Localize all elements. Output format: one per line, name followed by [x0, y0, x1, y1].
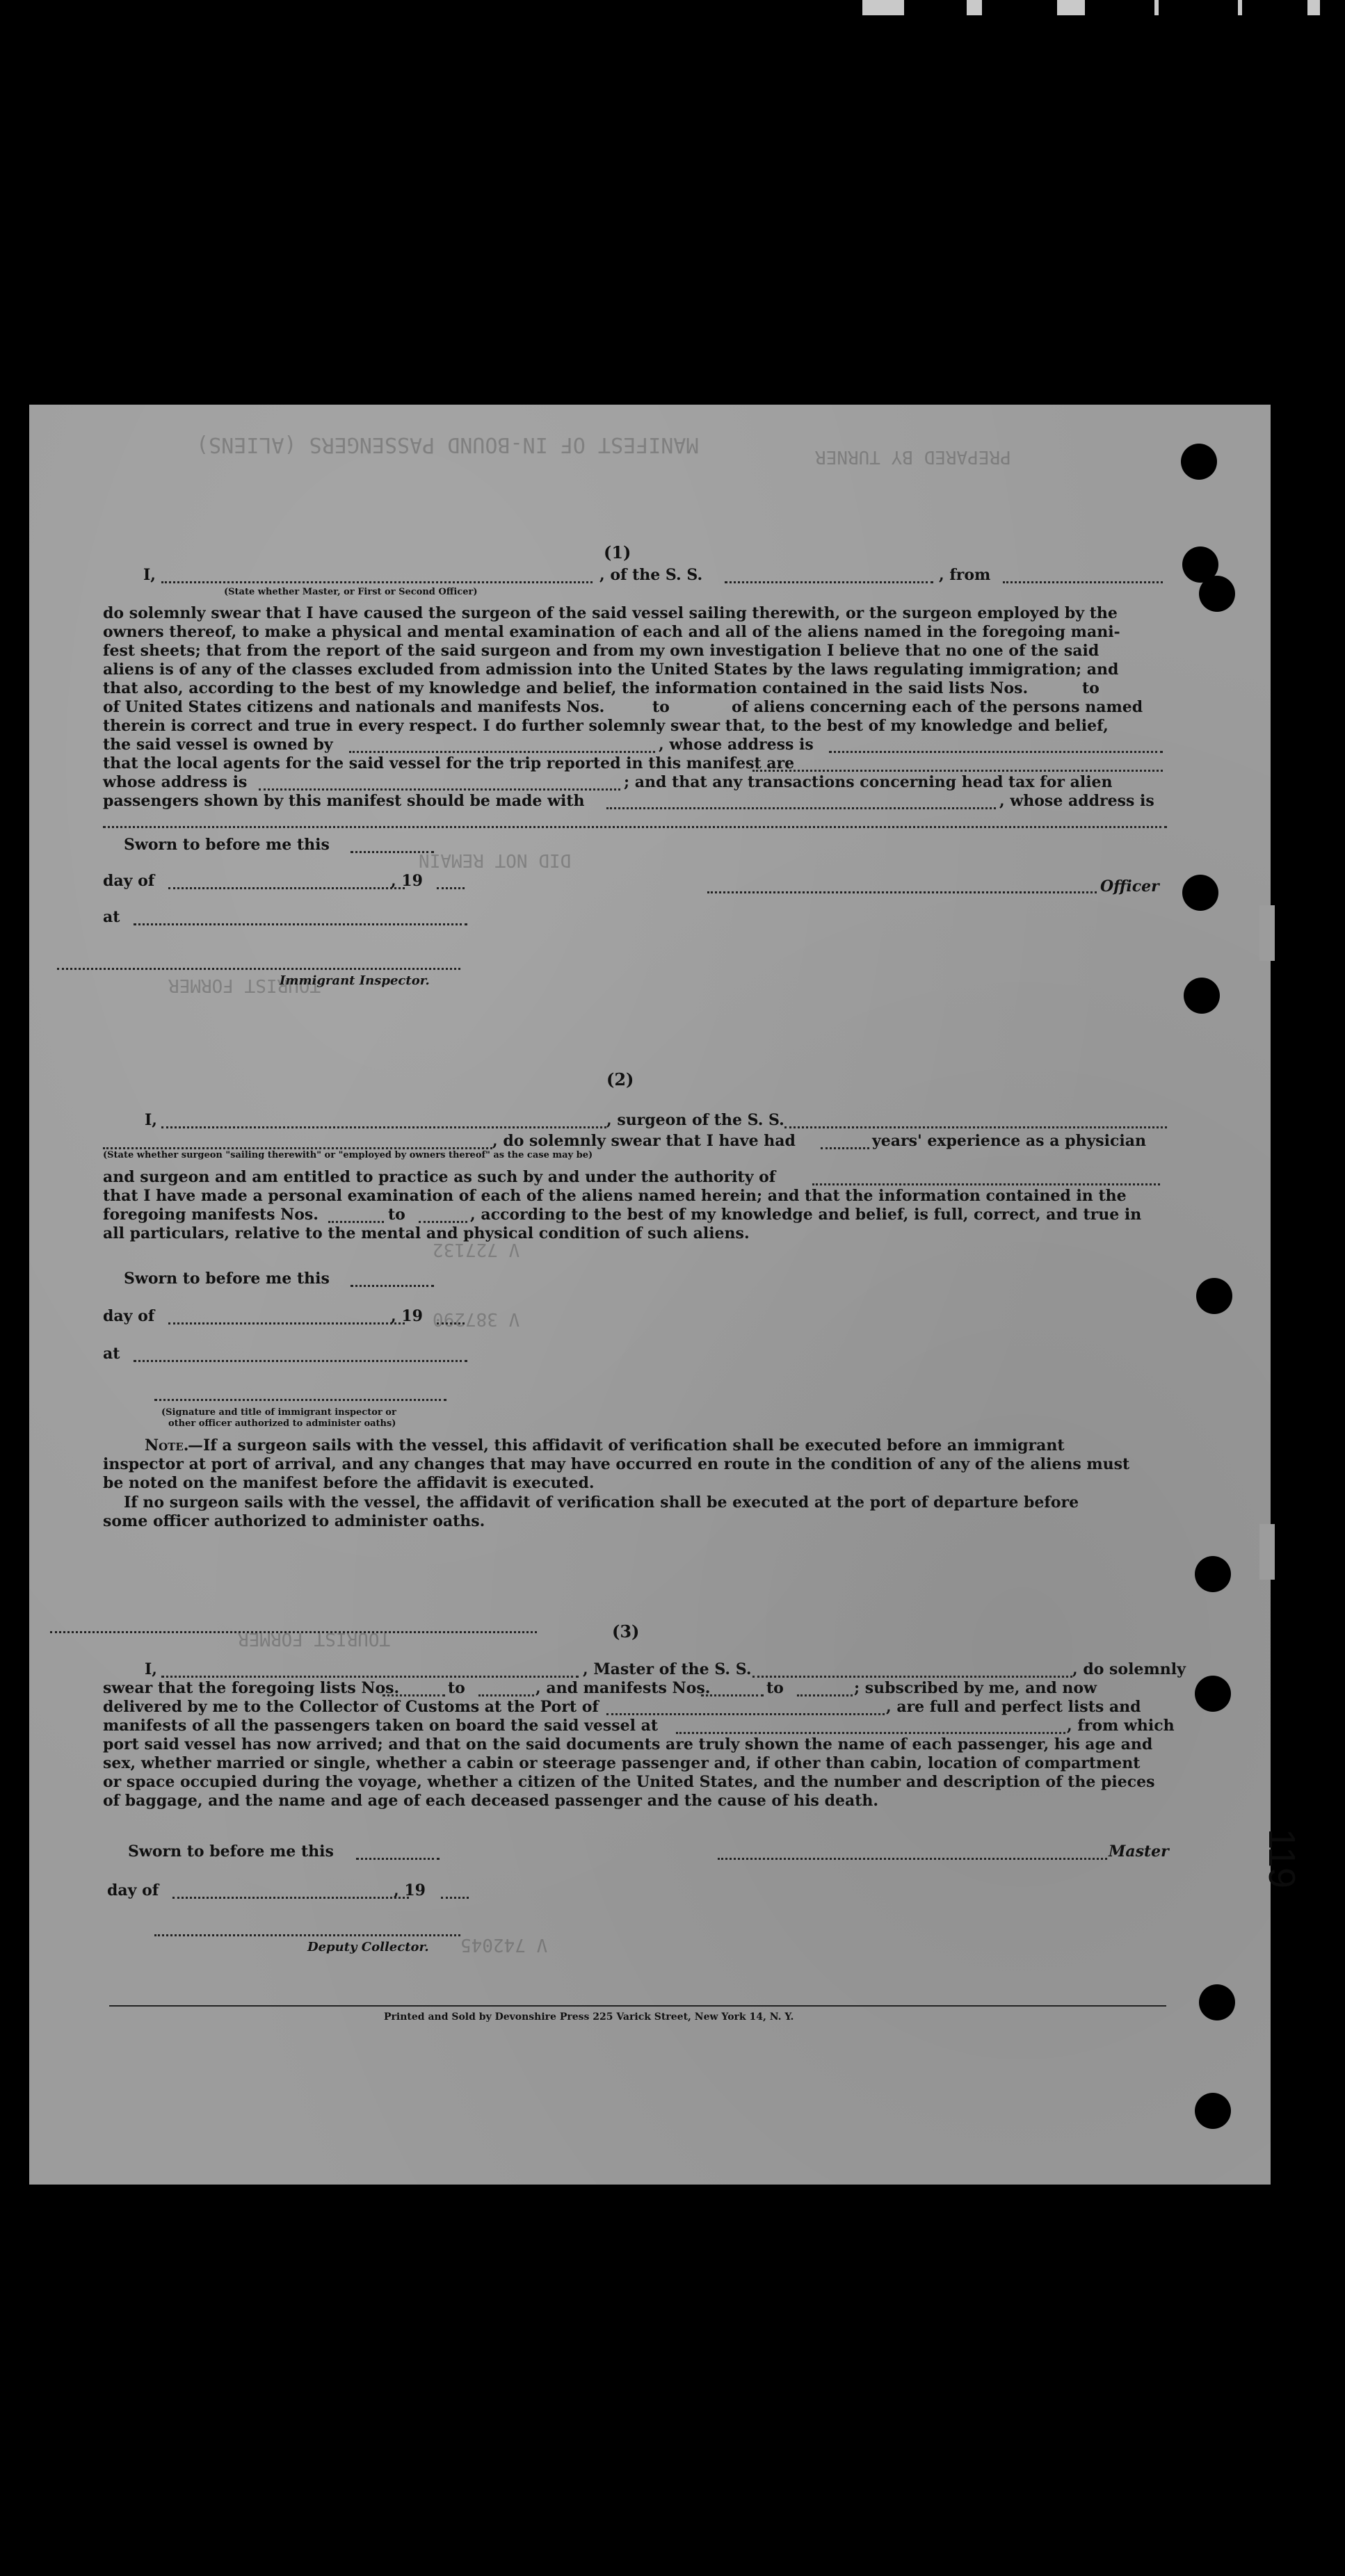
master-vessel-line — [752, 1676, 1072, 1678]
collector-text: manifests of all the passengers taken on board the said vessel at — [103, 1717, 659, 1735]
collector-text: or space occupied during the voyage, whether a citizen of the United States, and the number and description of the pieces — [103, 1773, 1155, 1791]
sworn-line — [351, 851, 434, 853]
signature-note: (Signature and title of immigrant inspector or — [161, 1407, 396, 1418]
master-label: Master — [1109, 1842, 1169, 1861]
sworn-label: Sworn to before me this — [124, 836, 330, 854]
port-line — [606, 1713, 885, 1715]
of-ss-label: , of the S. S. — [599, 566, 703, 584]
from-label: , from — [939, 566, 991, 584]
at-label: at — [103, 908, 120, 926]
section-2-i: I, — [145, 1111, 157, 1129]
at-label: at — [103, 1345, 120, 1363]
inspector-signature-line — [57, 968, 460, 970]
role-note: (State whether Master, or First or Second Officer) — [224, 587, 478, 597]
surgeon-of-label: , surgeon of the S. S. — [606, 1111, 784, 1129]
to-label: to — [766, 1679, 784, 1697]
bleed-through-text: MANIFEST OF IN-BOUND PASSENGERS (ALIENS) — [196, 432, 699, 457]
to-label: to — [1082, 679, 1100, 697]
whose-address-label: , whose address is — [659, 736, 814, 754]
officer-signature-line — [707, 891, 1097, 893]
collector-text: , are full and perfect lists and — [886, 1698, 1141, 1716]
surgeon-vessel-line — [784, 1126, 1167, 1128]
at-line — [134, 923, 467, 925]
swear-label: , do solemnly swear that I have had — [492, 1132, 796, 1150]
of-aliens-label: of aliens concerning each of the persons named — [732, 698, 1143, 716]
surgeon-name-line — [161, 1126, 606, 1128]
sworn-line — [351, 1285, 434, 1287]
master-name-line — [161, 1676, 579, 1678]
note-label: Note. — [145, 1436, 189, 1455]
signature-note: other officer authorized to administer oaths) — [168, 1418, 396, 1429]
day-of-label: day of — [107, 1881, 159, 1899]
authority-line — [812, 1183, 1160, 1185]
collector-text: , from which — [1067, 1717, 1175, 1735]
punch-hole — [1184, 978, 1220, 1014]
day-line — [168, 887, 405, 889]
passengers-label: passengers shown by this manifest should be made with — [103, 792, 585, 810]
bleed-through-text: V 742045 — [460, 1934, 548, 1955]
to-label: to — [388, 1206, 405, 1224]
sworn-label: Sworn to before me this — [128, 1842, 334, 1861]
from-line — [1003, 581, 1163, 583]
subscribed-label: ; subscribed by me, and now — [854, 1679, 1097, 1697]
note-text: If no surgeon sails with the vessel, the affidavit of verification shall be executed at the port of departure before — [124, 1493, 1079, 1512]
year-line — [441, 1897, 469, 1899]
manifests-to-line — [797, 1694, 853, 1696]
bleed-through-text: PREPARED BY TURNER — [815, 446, 1011, 467]
year-label: , 19 — [391, 872, 423, 890]
footer-rule — [109, 2005, 1166, 2007]
oath-line: therein is correct and true in every respect. I do further solemnly swear that, to the best of my knowledge and belief, — [103, 717, 1109, 735]
oath-line: fest sheets; that from the report of the said surgeon and from my own investigation I believe that no one of the said — [103, 642, 1100, 660]
lists-from-line — [382, 1694, 445, 1696]
punch-hole — [1199, 1984, 1235, 2020]
oath-line: owners thereof, to make a physical and mental examination of each and all of the aliens named in the foregoing mani- — [103, 623, 1120, 641]
year-line — [437, 887, 465, 889]
head-tax-label: ; and that any transactions concerning head tax for alien — [624, 773, 1113, 791]
owner-line — [349, 751, 655, 753]
section-3-heading: (3) — [612, 1621, 640, 1642]
surgeon-text: , according to the best of my knowledge and belief, is full, correct, and true in — [470, 1206, 1142, 1224]
oath-line: that also, according to the best of my knowledge and belief, the information contained in the said lists Nos. — [103, 679, 1029, 697]
surgeon-text: all particulars, relative to the mental and physical condition of such aliens. — [103, 1224, 750, 1242]
collector-text: sex, whether married or single, whether a cabin or steerage passenger and, if other than cabin, location of compartment — [103, 1754, 1141, 1772]
bleed-through-text: TOURIST FORMER — [168, 975, 321, 996]
sworn-line — [356, 1858, 440, 1860]
inspector-label: Immigrant Inspector. — [280, 973, 430, 988]
bleed-through-text: V 727132 — [433, 1239, 520, 1260]
authority-label: and surgeon and am entitled to practice as such by and under the authority of — [103, 1168, 776, 1186]
section-3-i: I, — [145, 1660, 157, 1678]
surgeon-status-line — [103, 1147, 492, 1149]
punch-hole — [1182, 875, 1218, 911]
oath-line: do solemnly swear that I have caused the surgeon of the said vessel sailing therewith, or the surgeon employed by the — [103, 604, 1118, 622]
page-edge-tear — [1259, 905, 1275, 961]
bleed-through-text: DID NOT REMAIN — [419, 850, 572, 870]
deputy-collector-label: Deputy Collector. — [307, 1940, 429, 1954]
sworn-label: Sworn to before me this — [124, 1270, 330, 1288]
year-line — [437, 1322, 465, 1325]
note-text: be noted on the manifest before the affidavit is executed. — [103, 1474, 595, 1492]
bleed-through-text: V 387290 — [433, 1309, 520, 1329]
collector-text: port said vessel has now arrived; and that on the said documents are truly shown the name of each passenger, his age and — [103, 1735, 1153, 1753]
manifest-to-line — [419, 1221, 467, 1223]
year-label: , 19 — [394, 1881, 426, 1899]
day-of-label: day of — [103, 872, 155, 890]
surgeon-text: that I have made a personal examination of each of the aliens named herein; and that the information contained in the — [103, 1187, 1127, 1205]
top-corner-marks — [862, 0, 1321, 17]
punch-hole — [1181, 444, 1217, 480]
head-tax-line — [606, 807, 996, 809]
whose-address-label: , whose address is — [999, 792, 1154, 810]
to-label: to — [652, 698, 670, 716]
punch-hole — [1199, 576, 1235, 612]
oath-line: aliens is of any of the classes excluded from admission into the United States by the laws regulating immigration; and — [103, 661, 1119, 679]
section-1-heading: (1) — [604, 542, 631, 562]
year-label: , 19 — [391, 1307, 423, 1325]
printer-credit: Printed and Sold by Devonshire Press 225 Varick Street, New York 14, N. Y. — [384, 2011, 794, 2023]
section-1-i: I, — [143, 566, 156, 584]
master-signature-line — [718, 1858, 1107, 1860]
manifests-label: foregoing manifests Nos. — [103, 1206, 319, 1224]
punch-hole — [1196, 1278, 1232, 1314]
do-solemnly-label: , do solemnly — [1072, 1660, 1186, 1678]
day-line — [168, 1322, 405, 1325]
collector-text: delivered by me to the Collector of Customs at the Port of — [103, 1698, 599, 1716]
address-continuation-line — [103, 826, 1167, 828]
page-edge-tear — [1259, 1524, 1275, 1580]
note-text: some officer authorized to administer oaths. — [103, 1512, 485, 1530]
surgeon-note: (State whether surgeon "sailing therewith" or "employed by owners thereof" as the case may be) — [103, 1150, 593, 1160]
whose-address-label: whose address is — [103, 773, 248, 791]
day-line — [172, 1897, 409, 1899]
collector-text: of baggage, and the name and age of each deceased passenger and the cause of his death. — [103, 1792, 879, 1810]
manifests-from-line — [701, 1694, 764, 1696]
lists-label: swear that the foregoing lists Nos. — [103, 1679, 400, 1697]
oath-line: of United States citizens and nationals and manifests Nos. — [103, 698, 605, 716]
lists-to-line — [478, 1694, 534, 1696]
side-stamp: 119 — [1261, 1829, 1303, 1889]
collector-signature-line — [154, 1934, 460, 1936]
to-label: to — [448, 1679, 465, 1697]
owned-by-label: the said vessel is owned by — [103, 736, 333, 754]
embark-line — [676, 1732, 1065, 1734]
agents-address-line — [259, 788, 620, 791]
manifest-from-line — [328, 1221, 384, 1223]
vessel-line — [725, 581, 933, 583]
agents-label: that the local agents for the said vessel for the trip reported in this manifest are — [103, 754, 795, 772]
punch-hole — [1195, 1556, 1231, 1592]
manifests-label: , and manifests Nos. — [535, 1679, 711, 1697]
bleed-through-text: TOURIST FORMER — [238, 1628, 391, 1649]
inspector-signature-line — [154, 1399, 446, 1401]
owner-address-line — [829, 751, 1163, 753]
punch-hole — [1195, 2093, 1231, 2129]
years-line — [821, 1147, 869, 1149]
name-line — [161, 581, 593, 583]
master-of-label: , Master of the S. S. — [583, 1660, 752, 1678]
officer-label: Officer — [1100, 877, 1159, 896]
punch-hole — [1195, 1676, 1231, 1712]
agents-line — [752, 770, 1163, 772]
at-line — [134, 1360, 467, 1362]
years-label: years' experience as a physician — [872, 1132, 1147, 1150]
note-text: —If a surgeon sails with the vessel, this affidavit of verification shall be executed before an immigrant — [188, 1436, 1065, 1455]
day-of-label: day of — [103, 1307, 155, 1325]
section-divider — [50, 1631, 537, 1633]
note-text: inspector at port of arrival, and any changes that may have occurred en route in the condition of any of the aliens must — [103, 1455, 1130, 1473]
section-2-heading: (2) — [606, 1069, 634, 1089]
manifest-back-page — [29, 405, 1271, 2185]
